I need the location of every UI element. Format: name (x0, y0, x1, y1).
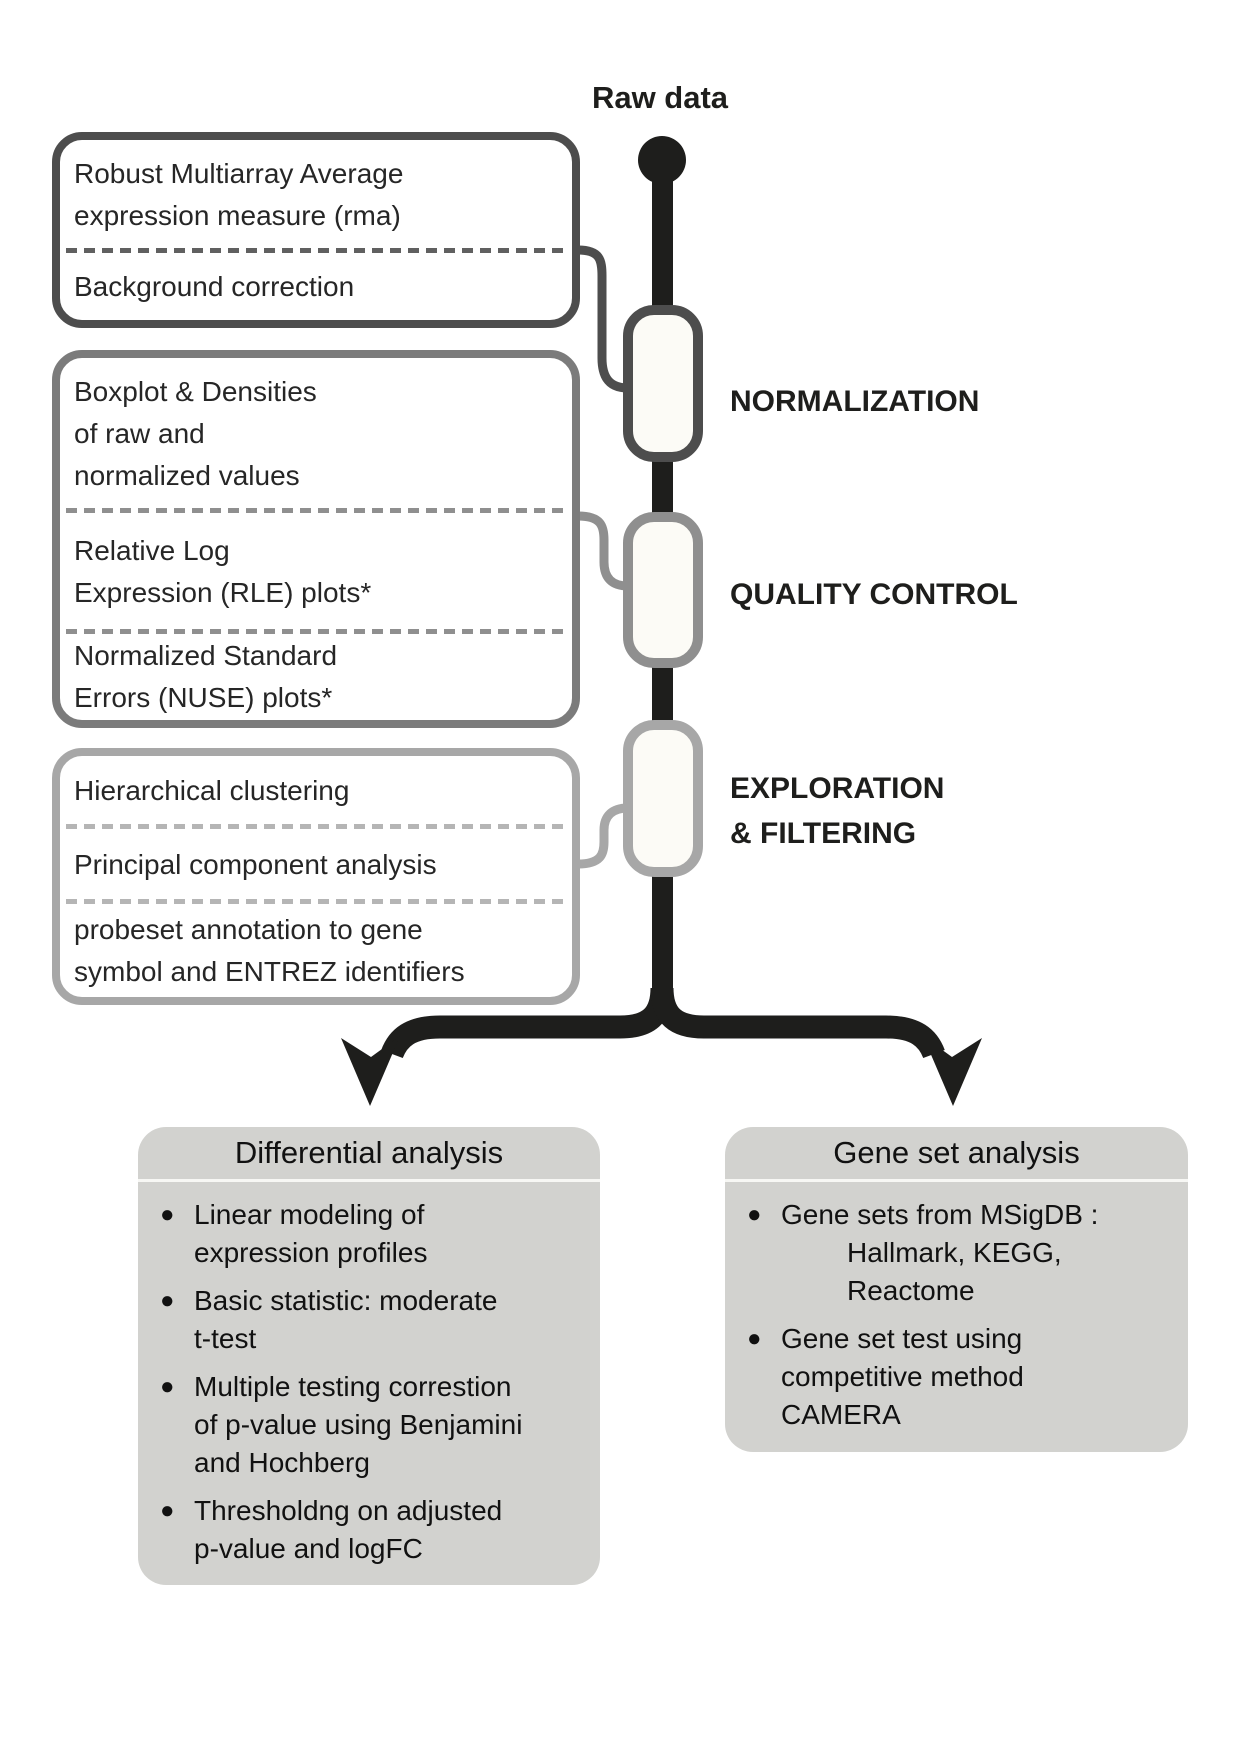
stem-segment-4 (652, 870, 673, 1000)
bullet-list (138, 1182, 600, 1568)
stage-label-normalization (730, 379, 979, 424)
branch-right-arrow-shaft (662, 988, 934, 1054)
box-section (60, 634, 572, 720)
text-line: Errors (NUSE) plots* (74, 682, 333, 713)
text-line: NORMALIZATION (730, 385, 980, 418)
text-line: probeset annotation to gene (74, 913, 423, 945)
bullet-item (747, 1196, 1178, 1310)
branch-left-arrowhead (341, 1036, 400, 1106)
connector-quality-control (578, 516, 628, 586)
bullet-text (194, 1196, 427, 1272)
branch-right-arrowhead (923, 1036, 982, 1106)
box-section (60, 513, 572, 631)
stage-label-exploration (730, 766, 944, 856)
text-line: Relative Log (74, 535, 230, 566)
gene-set-analysis-panel (725, 1127, 1188, 1452)
text-line: Boxplot & Densities (74, 376, 317, 407)
text-line: Hierarchical clustering (74, 775, 350, 806)
box-section (60, 140, 572, 250)
text-line: Linear modeling of (194, 1199, 425, 1230)
text-line: symbol and ENTREZ identifiers (74, 955, 465, 987)
text-line: t-test (194, 1323, 257, 1354)
text-line: of p-value using Benjamini (194, 1409, 523, 1440)
connector-normalization (578, 250, 628, 388)
bullet-list (725, 1182, 1188, 1434)
stem-segment-1 (652, 160, 673, 310)
exploration-node (628, 725, 698, 872)
box-section (60, 358, 572, 510)
bullet-text (194, 1492, 502, 1568)
text-line: Normalized Standard (74, 640, 338, 671)
text-line: expression measure (rma) (74, 200, 401, 231)
bullet-item (160, 1368, 590, 1482)
box-section (60, 253, 572, 320)
bullet-text (194, 1368, 522, 1482)
connector-exploration (578, 808, 628, 864)
bullet-text (781, 1320, 1024, 1434)
bullet-text (781, 1196, 1098, 1310)
bullet-item (160, 1492, 590, 1568)
methods-box-exploration (52, 748, 580, 1005)
text-line: Gene sets from MSigDB : (781, 1199, 1099, 1230)
bullet-dot-icon: ● (160, 1287, 175, 1314)
stage-label-quality-control (730, 572, 1018, 617)
text-line: Background correction (74, 270, 355, 302)
text-line: normalized values (74, 460, 300, 491)
text-line-indented: Reactome (847, 1275, 975, 1306)
methods-box-quality-control (52, 350, 580, 728)
text-line: Thresholdng on adjusted (194, 1495, 503, 1526)
bullet-text (194, 1282, 497, 1358)
text-line: Robust Multiarray Average (74, 158, 404, 189)
text-line: competitive method (781, 1361, 1024, 1392)
raw-data-label: Raw data (591, 80, 729, 115)
quality-control-node (628, 517, 698, 663)
bullet-dot-icon: ● (160, 1497, 175, 1524)
text-line: EXPLORATION (730, 772, 945, 805)
stem-segment-2 (652, 455, 673, 520)
box-section (60, 904, 572, 997)
panel-title: Differential analysis (138, 1127, 600, 1182)
text-line: and Hochberg (194, 1447, 370, 1478)
bullet-dot-icon: ● (747, 1201, 762, 1228)
bullet-item (160, 1282, 590, 1358)
bullet-dot-icon: ● (160, 1373, 175, 1400)
text-line: CAMERA (781, 1399, 901, 1430)
normalization-node (628, 310, 698, 457)
bullet-dot-icon: ● (747, 1325, 762, 1352)
bullet-item (747, 1320, 1178, 1434)
bullet-dot-icon: ● (160, 1201, 175, 1228)
box-section (60, 829, 572, 901)
text-line: & FILTERING (730, 817, 917, 850)
panel-title: Gene set analysis (725, 1127, 1188, 1182)
text-line: QUALITY CONTROL (730, 578, 1018, 611)
text-line: Multiple testing correstion (194, 1371, 512, 1402)
text-line-indented: Hallmark, KEGG, (847, 1237, 1062, 1268)
text-line: Basic statistic: moderate (194, 1285, 498, 1316)
text-line: expression profiles (194, 1237, 428, 1268)
text-line: Gene set test using (781, 1323, 1023, 1354)
bullet-item (160, 1196, 590, 1272)
text-line: Expression (RLE) plots* (74, 577, 372, 608)
box-section (60, 756, 572, 826)
text-line: Principal component analysis (74, 849, 437, 880)
methods-box-normalization (52, 132, 580, 328)
text-line: p-value and logFC (194, 1533, 423, 1564)
text-line: of raw and (74, 418, 205, 449)
stem-segment-3 (652, 660, 673, 728)
differential-analysis-panel (138, 1127, 600, 1585)
